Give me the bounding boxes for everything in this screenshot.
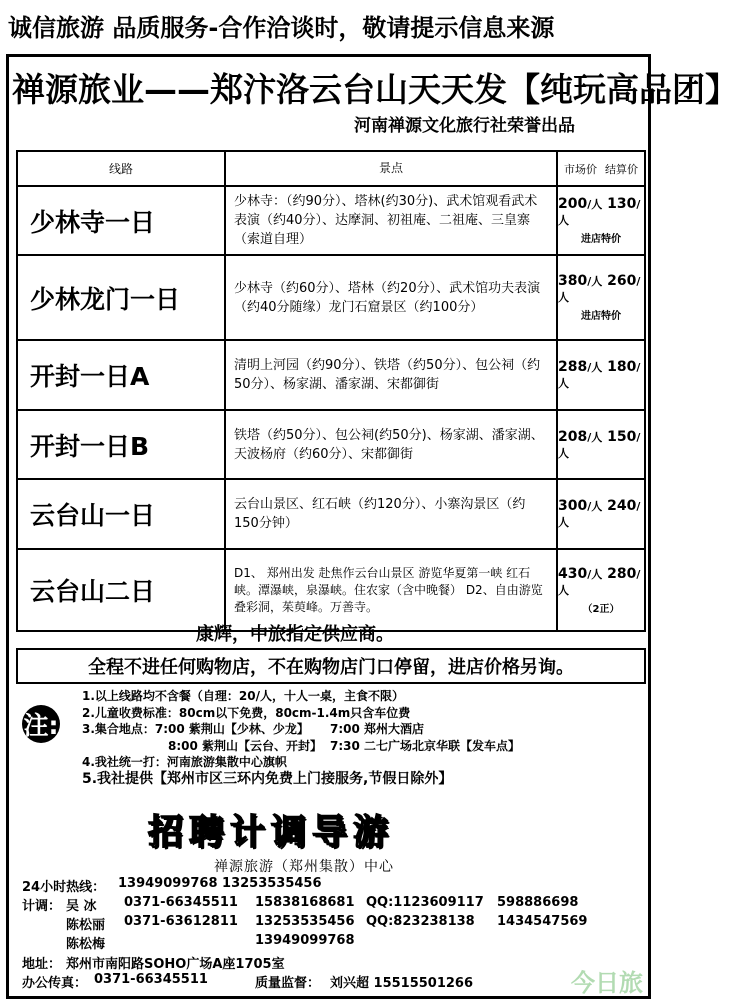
table-row xyxy=(18,256,644,341)
contact-qq: QQ:823238138 xyxy=(366,914,475,929)
note-meeting-2: 7:00 郑州大酒店 xyxy=(330,722,425,736)
price-pair xyxy=(558,196,644,228)
supplier-text: 康辉，中旅指定供应商。 xyxy=(196,624,394,645)
market-price: 380 xyxy=(558,273,588,289)
price-unit: /人 xyxy=(587,500,603,513)
contact-name: 陈松梅 xyxy=(66,937,106,952)
spots-text: 铁塔（约50分）、包公祠(约50分)、杨家湖、潘家湖、天波杨府（约60分）、宋都御街 xyxy=(226,411,558,478)
market-price: 430 xyxy=(558,565,588,582)
settle-price: 260 xyxy=(607,273,637,289)
price-unit: /人 xyxy=(558,500,641,529)
address-label: 地址： xyxy=(22,957,62,972)
contact-name: 吴 冰 xyxy=(66,899,97,914)
price-unit: /人 xyxy=(587,430,603,444)
route-name: 开封一日B xyxy=(30,431,150,461)
spots-text: 少林寺（约60分）、塔林（约20分）、武术馆功夫表演（约40分随缘）龙门石窟景区（约100分） xyxy=(226,256,558,339)
price-unit: /人 xyxy=(587,361,603,374)
price-unit: /人 xyxy=(558,430,641,460)
table-row xyxy=(18,187,644,256)
contact-mobile: 13949099768 xyxy=(255,933,355,948)
spots-text: 云台山景区、红石峡（约120分）、小寨沟景区（约150分钟） xyxy=(226,480,558,548)
settle-price: 280 xyxy=(607,565,637,582)
price-unit: /人 xyxy=(558,361,641,390)
price-unit: /人 xyxy=(587,567,603,581)
route-name: 云台山一日 xyxy=(30,501,156,530)
hotline-numbers: 13949099768 13253535456 xyxy=(118,876,322,891)
route-column-header: 线路 xyxy=(18,152,226,185)
qc-label: 质量监督： xyxy=(255,976,321,991)
price-column-header xyxy=(558,152,644,185)
note-meeting-3: 8:00 紫荆山【云台、开封】 xyxy=(168,738,323,753)
note-badge: 注: xyxy=(22,705,60,743)
contact-qq-2: 1434547569 xyxy=(497,914,588,929)
market-price-header: 市场价 xyxy=(564,162,597,176)
fax-number: 0371-66345511 xyxy=(94,972,208,987)
table-row xyxy=(18,341,644,411)
note-line: 5.我社提供【郑州市区三环内免费上门接服务,节假日除外】 xyxy=(82,770,453,787)
note-meeting-1: 3.集合地点：7:00 紫荆山【少林、少龙】 xyxy=(82,722,309,736)
spots-text: 少林寺：（约90分）、塔林(约30分)、武术馆观看武术表演（约40分）、达摩洞、初祖庵、二祖庵、三皇寨（索道自理） xyxy=(226,187,558,254)
table-row xyxy=(18,480,644,550)
market-price: 300 xyxy=(558,498,588,514)
price-pair xyxy=(558,429,644,461)
contact-qq: QQ:1123609117 xyxy=(366,895,484,910)
contact-phone: 0371-63612811 xyxy=(124,914,238,929)
settle-price: 130 xyxy=(607,196,637,212)
watermark-logo: 今日旅 xyxy=(571,969,643,997)
market-price: 208 xyxy=(558,428,588,445)
price-pair xyxy=(558,359,644,391)
note-meeting-4: 7:30 二七广场北京华联【发车点】 xyxy=(330,738,521,753)
route-name: 少林寺一日 xyxy=(30,207,156,237)
spots-column-header: 景点 xyxy=(226,152,558,185)
price-note: 进店特价 xyxy=(581,311,621,322)
hotline-label: 24小时热线： xyxy=(22,880,106,895)
price-unit: /人 xyxy=(558,275,641,304)
market-price: 200 xyxy=(558,196,588,212)
contact-name: 陈松丽 xyxy=(66,918,106,933)
contact-qq-2: 598886698 xyxy=(497,895,579,910)
recruit-banner: 招聘计调导游 xyxy=(148,813,395,853)
note-line xyxy=(82,721,452,738)
note-line: 4.我社统一打：河南旅游集散中心旗帜 xyxy=(82,755,287,769)
table-row xyxy=(18,411,644,480)
price-pair xyxy=(558,566,644,598)
jd-label: 计调： xyxy=(22,899,62,914)
route-name: 开封一日A xyxy=(30,362,150,391)
note-line: 2.儿童收费标准：80cm以下免费，80cm-1.4m只含车位费 xyxy=(82,705,411,720)
page-subtitle: 河南禅源文化旅行社荣誉出品 xyxy=(354,116,575,136)
route-table xyxy=(16,150,646,632)
header-notice: 诚信旅游 品质服务-合作洽谈时，敬请提示信息来源 xyxy=(8,14,555,42)
price-unit: /人 xyxy=(558,198,641,227)
footer-title: 禅源旅游（郑州集散）中心 xyxy=(214,859,394,875)
shopping-banner: 全程不进任何购物店，不在购物店门口停留，进店价格另询。 xyxy=(16,648,646,684)
table-header xyxy=(18,152,644,187)
route-name: 少林龙门一日 xyxy=(30,284,181,314)
address-text: 郑州市南阳路SOHO广场A座1705室 xyxy=(66,957,285,972)
table-row xyxy=(18,550,644,630)
settle-price: 180 xyxy=(607,359,637,375)
settle-price: 240 xyxy=(607,498,637,514)
notes-list xyxy=(82,688,521,787)
settle-price: 150 xyxy=(607,428,637,445)
qc-contact: 刘兴超 15515501266 xyxy=(330,976,474,991)
spots-text: D1、 郑州出发 赴焦作云台山景区 游览华夏第一峡 红石峡。潭瀑峡，泉瀑峡。住农家（含中晚餐） D2、自由游览 叠彩洞，茱萸峰。万善寺。 xyxy=(226,550,558,630)
contact-mobile: 15838168681 xyxy=(255,895,355,910)
price-note: （2正） xyxy=(582,603,620,615)
fax-label: 办公传真： xyxy=(22,976,88,991)
route-name: 云台山二日 xyxy=(30,577,156,606)
contact-phone: 0371-66345511 xyxy=(124,895,238,910)
price-unit: /人 xyxy=(558,567,641,597)
price-unit: /人 xyxy=(587,275,603,288)
spots-text: 清明上河园（约90分）、铁塔（约50分）、包公祠（约50分）、杨家湖、潘家湖、宋都御街 xyxy=(226,341,558,409)
market-price: 288 xyxy=(558,359,588,375)
price-unit: /人 xyxy=(587,198,603,211)
page-title: 禅源旅业——郑汴洛云台山天天发【纯玩高品团】 xyxy=(12,70,738,109)
price-pair xyxy=(558,273,644,305)
settle-price-header: 结算价 xyxy=(605,162,638,176)
note-line: 1.以上线路均不含餐（自理：20/人，十人一桌，主食不限） xyxy=(82,689,404,703)
note-line xyxy=(82,738,521,755)
contact-mobile: 13253535456 xyxy=(255,914,355,929)
price-note: 进店特价 xyxy=(581,234,621,245)
price-pair xyxy=(558,498,644,530)
